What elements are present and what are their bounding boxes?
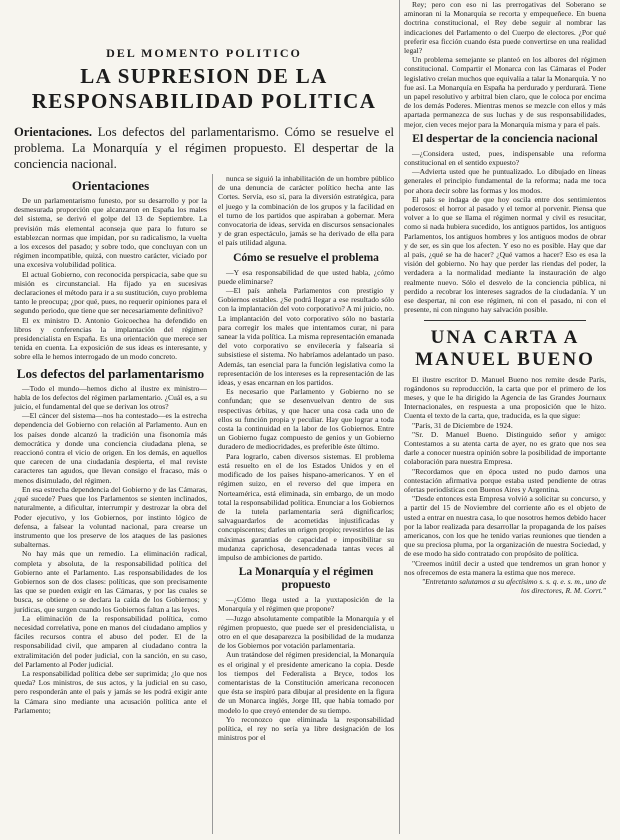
column-1 — [14, 174, 207, 715]
heading-monarquia: La Monarquía y el régimen propuesto — [238, 566, 374, 592]
subtitle-intro: Orientaciones. — [14, 125, 92, 139]
column-3 — [404, 0, 606, 595]
column-divider — [399, 0, 400, 834]
paragraph: —Advierta usted que he puntualizado. Lo dibujado en líneas generales el principio fundamental de la reforma; nada me toca por ahora decir sobre las formas y los modos. — [404, 167, 606, 195]
paragraph: "Desde entonces esta Empresa volvió a solicitar su concurso, y a partir del 15 de Noviembre del corriente año es el objeto de usted a entrar en nuestra casa, lo que nosotros hemos debido hacer por la labor realizada para desarrollar la propaganda de los países americanos, con los que he tenido varias reuniones que tienden a que su preciosa pluma, por la organización de nuestra Sociedad, y de ese modo ha sido contratado con propósito de política. — [404, 494, 606, 559]
section-rule — [424, 320, 586, 321]
heading-orientaciones: Orientaciones — [71, 178, 150, 193]
headline: LA SUPRESION DE LA RESPONSABILIDAD POLITICA — [31, 64, 377, 113]
paragraph: Aun tratándose del régimen presidencial, la Monarquía es el original y el presidente americano la copia. Desde los tiempos del Federalista a Bryce, todos los comentaristas de la Constitución americana reconocen que ésta se inspiró para dibujar al presidente en la figura de un Monarca inglés, Jorge III, que había tomado por modelo lo que creyó entender de su tiempo. — [218, 650, 394, 715]
paragraph: —El país anhela Parlamentos con prestigio y Gobiernos estables. ¿Se podrá llegar a ese resultado sólo con la implantación del voto corporativo? A mi juicio, no. La implantación del voto corporativo sólo no bastaría para corregir los males que intentamos curar, ni para sanear la vida política. La misma representación emanada del voto corporativo se envilecería y falsearía si subsistiese el sistema. No habríamos adelantado un paso. Además, tan esencial para la función legislativa como la representación de los intereses es la representación de las ideas, y esas encarnan en los partidos. — [218, 286, 394, 388]
subtitle-rest: Los defectos del parlamentarismo. Cómo se resuelve el problema. La Monarquía y el régimen propuesto. El despertar de la conciencia nacional. — [14, 125, 395, 171]
paragraph: El ilustre escritor D. Manuel Bueno nos remite desde París, rogándonos su reproducción, la carta que por el primero de los meses, y que le ha dirigido la Agencia de las Grandes Journaux Internacionales, en respuesta a una proposición que le hizo. Cuenta el texto de la carta, que, traducida, es la que sigue: — [404, 374, 606, 421]
paragraph: —¿Cómo llega usted a la yuxtaposición de la Monarquía y el régimen que propone? — [218, 595, 394, 614]
carta-headline: UNA CARTA A MANUEL BUENO — [415, 326, 595, 370]
paragraph: Yo reconozco que eliminada la responsabilidad política, el rey no sería ya libre designación de los ministros por el — [218, 714, 394, 743]
paragraph: No hay más que un remedio. La eliminación radical, completa y absoluta, de la responsabilidad política del Gobierno ante el Parlamento. Las responsabilidades de los Gobiernos son de dos clases: políticas, que son precisamente las que se pueden exigir en las Cámaras, y por las cuales se busca, se obtiene o se declara la caída de los Gobiernos; y jurídicas, que surgen cuando los Gobiernos faltan a las leyes. — [14, 549, 207, 614]
paragraph: Es necesario que Parlamento y Gobierno no se confundan; que se desenvuelvan dentro de sus respectivas órbitas, y que hacer una cosa cada uno de ellos su función propia y peculiar. Hay que lograr a toda costa la continuidad en la labor de los Gobiernos. Entre un Gobierno fugaz compuesto de genios y un Gobierno duradero de mediocridades, es preferible éste último. — [218, 387, 394, 452]
paragraph: El país se indaga de que hoy oscila entre dos sentimientos poderosos: el horror al pasado y el temor al porvenir. Piensa que volver a lo que se llama el régimen normal y civil es resucitar, como si nada hubiera sucedido, los antiguos partidos, los antiguos Parlamentos, los antiguos hombres y los antiguos modos de obrar y de ser, es sin que los afecten. Y eso no es posible. Hay que dar al país, ¿qué se ha de hacer? ¿Qué vamos a hacer? Eso es esa la visión del gobierno. No hay que perder las riendas del poder, la verdadera a la normalidad mediante la instauración de algo realmente nuevo. Sólo el desvelo de la conciencia pública, ni perdido a recobrar los intereses sagrados de la ciudadanía. Y un ese despertar, ni con ese régimen, ni con el pasado, ni con el presente, ni con ninguno hay salvación posible. — [404, 194, 606, 315]
paragraph: El ex ministro D. Antonio Goicoechea ha defendido en libros y conferencias la implantación del régimen presidencialista en España. Es una orientación que merece ser tenida en cuenta. La exposición de sus ideas es interesante, y sobre ella le hemos interrogado de un modo concreto. — [14, 315, 207, 362]
signature-paragraph: "Entretanto salutamos a su afectísimo s. s. q. e. s. m., uno de los directores, R. M. Corrt." — [421, 576, 606, 596]
subtitle — [14, 124, 394, 172]
paragraph: —¿Considera usted, pues, indispensable una reforma constitucional en el sentido expuesto? — [404, 148, 606, 168]
paragraph: El actual Gobierno, con reconocida perspicacia, sabe que su misión es circunstancial. Ha fijado ya en sucesivas declaraciones el método para ir a su sustitución, cuyo problema tanto le preocupa; ¿por qué, pues, no requerir opiniones para el segundo periodo, que tiene que ser necesariamente definitivo? — [14, 269, 207, 316]
paragraph: nunca se siguió la inhabilitación de un hombre público de una denuncia de carácter político hecha ante las Cortes. Servía, eso sí, para la diversión estratégica, para el juego y la combinación de los grupos y la facilidad en el turno de los partidos que aspiraban a gobernar. Mera convocatoria de ideas, servida en discursos sensacionales y de gran espectáculo, jamás se ha derivado de ella para el país utilidad alguna. — [218, 174, 394, 248]
paragraph: Rey; pero con eso ni las prerrogativas del Soberano se aminoran ni la Monarquía se recorta y empequeñece. En buena doctrina constitucional, el Rey debe seguir al nombrar las indicaciones del Parlamento o del Cuerpo de electores. ¿Por qué preferir esa ficción cuando ésta puede convertirse en una realidad legal? — [404, 0, 606, 56]
paragraph: "Recordamos que en época usted no pudo darnos una contestación afirmativa porque estaba usted pendiente de otras ofertas periodísticas con Buenos Aires y Argentina. — [404, 466, 606, 494]
paragraph: —Juzgo absolutamente compatible la Monarquía y el régimen propuesto, que puede ser el presidencialista, u otro en el que desaparezca la posibilidad de la mudanza de los Gobiernos por votación parlamentaria. — [218, 613, 394, 651]
paragraph: Un problema semejante se planteó en los albores del régimen constitucional. Compartir el Monarca con las Cámaras el Poder legislativo creían muchos que equivalía a talar la Monarquía. Y no fue así. La Monarquía en España ha perdurado y perdurará. Tiene un papel resolutivo y arbitral bien claro, que le coloca por encima de los demás Poderes. Mientras menos se mezcle con ellos y más apartada permanezca de sus luchas y de sus responsabilidades, mejor, cien veces mejor para la Monarquía misma y para el país. — [404, 55, 606, 129]
paragraph: "Sr. D. Manuel Bueno. Distinguido señor y amigo: Contestamos a su atenta carta de ayer, no es grato que nos sea darle a conocer nuestra opinión sobre la posibilidad de importante colaboración para nuestra Empresa. — [404, 429, 606, 467]
section-label: DEL MOMENTO POLITICO — [106, 46, 302, 60]
paragraph: "Creemos inútil decir a usted que tendremos un gran honor y nos ofrecemos de esta manera la estima que nos merece. — [404, 558, 606, 577]
heading-como-se-resuelve: Cómo se resuelve el problema — [233, 251, 379, 264]
paragraph: En esa estrecha dependencia del Gobierno y de las Cámaras, ¿qué sucede? Pues que los Parlamentos se sienten inclinados, naturalmente, a dificultar, interrumpir y destrozar la obra del Poder ejecutivo, y los Gobiernos, por instinto lógico de defensa, a falsear la voluntad nacional, para crearse un instrumento que los preserve de los ataques de las pasiones subalternas. — [14, 484, 207, 550]
newspaper-page — [14, 0, 606, 840]
paragraph: La eliminación de la responsabilidad política, como necesidad correlativa, pone en manos del ciudadano amplios y fáciles recursos contra el abuso del poder. El de la responsabilidad civil, que amparen al ciudadano contra la extralimitación del poder judicial, con la sanción, en su caso, del Parlamento al Poder judicial. — [14, 613, 207, 669]
heading-defectos: Los defectos del parlamentarismo — [16, 365, 205, 381]
paragraph: La responsabilidad política debe ser suprimida; ¿lo que nos queda? Los ministros, de sus actos, y la judicial en su caso, pero responderán ante el país y jamás se les podrá exigir ante la Cámara sino mediante una acusación política ante el Parlamento; — [14, 668, 207, 715]
column-divider — [212, 174, 213, 834]
paragraph: Para lograrlo, caben diversos sistemas. El problema está resuelto en el de los Estados Unidos y en el modificado de los países hispano-americanos. Y en el régimen suizo, en el reverso del que impera en Norteamérica, está eliminada, sin embargo, de un modo total la responsabilidad política. Enunciar a los Gobiernos de la tutela parlamentaria será dignificarlos; salvaguardarlos de acometidas injustificadas y concupiscentes; darles un origen propio; revestirlos de las máximas garantías de capacidad e imposibilitar su mudanza caprichosa, desencadenada tantas veces al impulso de ambiciones de partido. — [218, 451, 394, 562]
paragraph: —El cáncer del sistema—nos ha contestado—es la estrecha dependencia del Gobierno con relación al Parlamento. Aun en los países donde alcanzó la tradición una fisonomía más democrática y donde una conciencia ciudadana plena, se reaccionó contra el vicio de origen. En los demás, en aquellos que carecen de una ciudadanía despierta, el mal reviste caracteres tan agudos, que llevan consigo el fracaso, más o menos disimulado, del régimen. — [14, 411, 207, 485]
column-2 — [218, 174, 394, 742]
paragraph: —Y esa responsabilidad de que usted habla, ¿cómo puede eliminarse? — [218, 267, 394, 286]
heading-despertar: El despertar de la conciencia nacional — [412, 132, 598, 145]
paragraph: "París, 31 de Diciembre de 1924. — [412, 420, 513, 430]
paragraph: De un parlamentarismo funesto, por su desarrollo y por la desmesurada proporción que alcanzaron en España los males del sistema, se derivó el golpe del 13 de Septiembre. La previsión más elemental aconseja que para lo futuro se establezcan normas que impidan, por su radicalismo, la vuelta a los excesos del pasado; y sobre todo, que concluyan con un régimen incompatible, quizá, con nuestro carácter, viciado por una excesiva volubilidad política. — [14, 196, 207, 270]
paragraph: —Todo el mundo—hemos dicho al ilustre ex ministro—habla de los defectos del régimen parlamentario. ¿Cuál es, a su juicio, el fundamental del que se derivan los otros? — [14, 383, 207, 412]
